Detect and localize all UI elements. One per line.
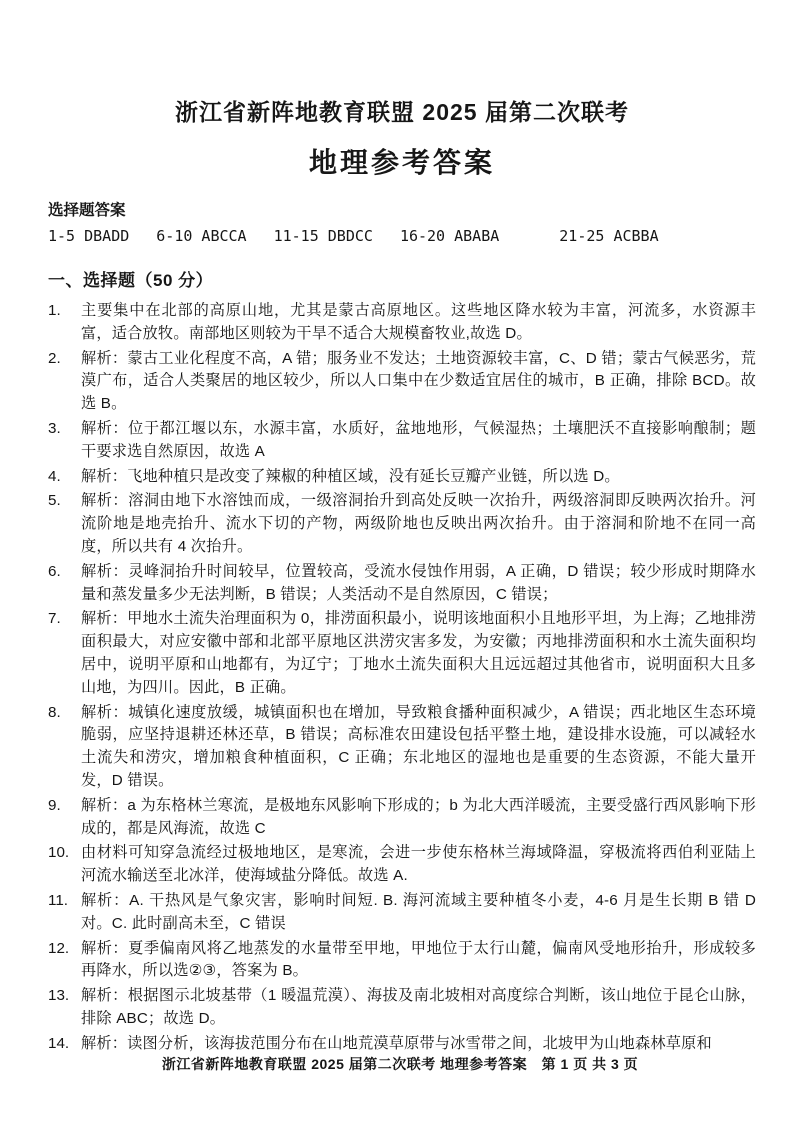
item-number: 9. (48, 796, 61, 814)
answer-item (48, 490, 756, 558)
item-text: 解析：溶洞由地下水溶蚀而成，一级溶洞抬升到高处反映一次抬升，两级溶洞即反映两次抬升。河流阶地是地壳抬升、流水下切的产物，两级阶地也反映出两次抬升。由于溶洞和阶地不在同一高度，所以共有 4 次抬升。 (81, 492, 756, 555)
item-text: 解析：读图分析，该海拔范围分布在山地荒漠草原带与冰雪带之间，北坡甲为山地森林草原和 (81, 1034, 712, 1052)
item-number: 7. (48, 610, 61, 628)
item-text: 解析：位于都江堰以东，水源丰富，水质好，盆地地形，气候湿热；土壤肥沃不直接影响酿制；题干要求选自然原因，故选 A (81, 419, 756, 460)
answer-item (48, 300, 756, 346)
item-number: 11. (48, 891, 68, 909)
page-footer: 浙江省新阵地教育联盟 2025 届第二次联考 地理参考答案 第 1 页 共 3 页 (161, 1056, 639, 1072)
item-text: 解析：蒙古工业化程度不高，A 错；服务业不发达；土地资源较丰富，C、D 错；蒙古气候恶劣，荒漠广布，适合人类聚居的地区较少，所以人口集中在少数适宜居住的城市，B 正确，排除 BCD。故选 B。 (81, 349, 756, 413)
mc-answer-group: 21-25 ACBBA (559, 227, 659, 245)
mc-answer-group: 16-20 ABABA (399, 227, 500, 245)
item-number: 1. (48, 302, 61, 319)
item-number: 10. (48, 844, 70, 862)
item-number: 12. (48, 939, 70, 957)
answer-item (48, 890, 756, 936)
item-number: 5. (48, 492, 61, 510)
answer-item (48, 985, 756, 1031)
answer-item (48, 938, 756, 984)
answer-items-list (48, 300, 756, 1056)
item-text: 主要集中在北部的高原山地，尤其是蒙古高原地区。这些地区降水较为丰富，河流多，水资源丰富，适合放牧。南部地区则较为干旱不适合大规模畜牧业,故选 D。 (81, 302, 756, 342)
item-number: 2. (48, 349, 61, 367)
document-body (0, 94, 800, 1056)
answer-item (48, 348, 756, 416)
mc-answers-heading: 选择题答案 (48, 202, 126, 219)
item-number: 3. (48, 419, 61, 437)
item-text: 解析：根据图示北坡基带（1 暖温荒漠）、海拔及南北坡相对高度综合判断，该山地位于昆仑山脉，排除 ABC；故选 D。 (81, 987, 756, 1027)
mc-answer-group: 6-10 ABCCA (156, 227, 247, 245)
item-number: 8. (48, 703, 61, 721)
item-number: 4. (48, 467, 61, 485)
answer-item (48, 418, 756, 464)
item-number: 6. (48, 562, 61, 580)
item-number: 14. (48, 1034, 70, 1052)
section-heading: 一、选择题（50 分） (48, 271, 214, 290)
answer-item (48, 466, 756, 489)
answer-item (48, 608, 756, 699)
answer-item (48, 1033, 756, 1056)
item-text: 解析：a 为东格林兰寒流，是极地东风影响下形成的；b 为北大西洋暖流，主要受盛行西风影响下形成的，都是风海流，故选 C (81, 796, 756, 837)
answer-item (48, 561, 756, 607)
mc-answer-group: 11-15 DBDCC (273, 227, 373, 245)
item-text: 解析：灵峰洞抬升时间较早，位置较高，受流水侵蚀作用弱，A 正确，D 错误；较少形成时期降水量和蒸发量多少无法判断，B 错误；人类活动不是自然原因，C 错误； (81, 562, 756, 603)
item-text: 解析：飞地种植只是改变了辣椒的种植区域，没有延长豆瓣产业链，所以选 D。 (81, 467, 620, 485)
item-text: 解析：甲地水土流失治理面积为 0，排涝面积最小，说明该地面积小且地形平坦，为上海；乙地排涝面积最大，对应安徽中部和北部平原地区洪涝灾害多发，为安徽；丙地排涝面积和水土流失面积均居中，说明平原和山地都有，为辽宁；丁地水土流失面积大且远远超过其他省市，说明面积大且多山地，为四川。因此，B 正确。 (81, 610, 756, 696)
mc-answers-row (48, 227, 756, 245)
subject-title: 地理参考答案 (308, 147, 495, 178)
mc-answer-group: 1-5 DBADD (48, 227, 130, 245)
item-number: 13. (48, 987, 70, 1005)
answer-item (48, 702, 756, 793)
item-text: 解析：A. 干热风是气象灾害，影响时间短. B. 海河流域主要种植冬小麦，4-6 月是生长期 B 错 D 对。C. 此时副高未至，C 错误 (81, 891, 756, 932)
exam-title: 浙江省新阵地教育联盟 2025 届第二次联考 (175, 99, 629, 125)
answer-item (48, 842, 756, 888)
answer-item (48, 795, 756, 841)
item-text: 解析：城镇化速度放缓，城镇面积也在增加，导致粮食播种面积减少，A 错误；西北地区生态环境脆弱，应坚持退耕还林还草，B 错误；高标准农田建设包括平整土地，建设排水设施，可以减轻水土流失和涝灾，增加粮食种植面积，C 正确；东北地区的湿地也是重要的生态资源，不能大量开发，D 错误。 (81, 703, 756, 789)
item-text: 由材料可知穿急流经过极地地区，是寒流，会进一步使东格林兰海域降温，穿极流将西伯利亚陆上河流水输送至北冰洋，使海域盐分降低。故选 A. (81, 844, 756, 885)
item-text: 解析：夏季偏南风将乙地蒸发的水量带至甲地，甲地位于太行山麓，偏南风受地形抬升，形成较多再降水，所以选②③，答案为 B。 (81, 939, 756, 980)
